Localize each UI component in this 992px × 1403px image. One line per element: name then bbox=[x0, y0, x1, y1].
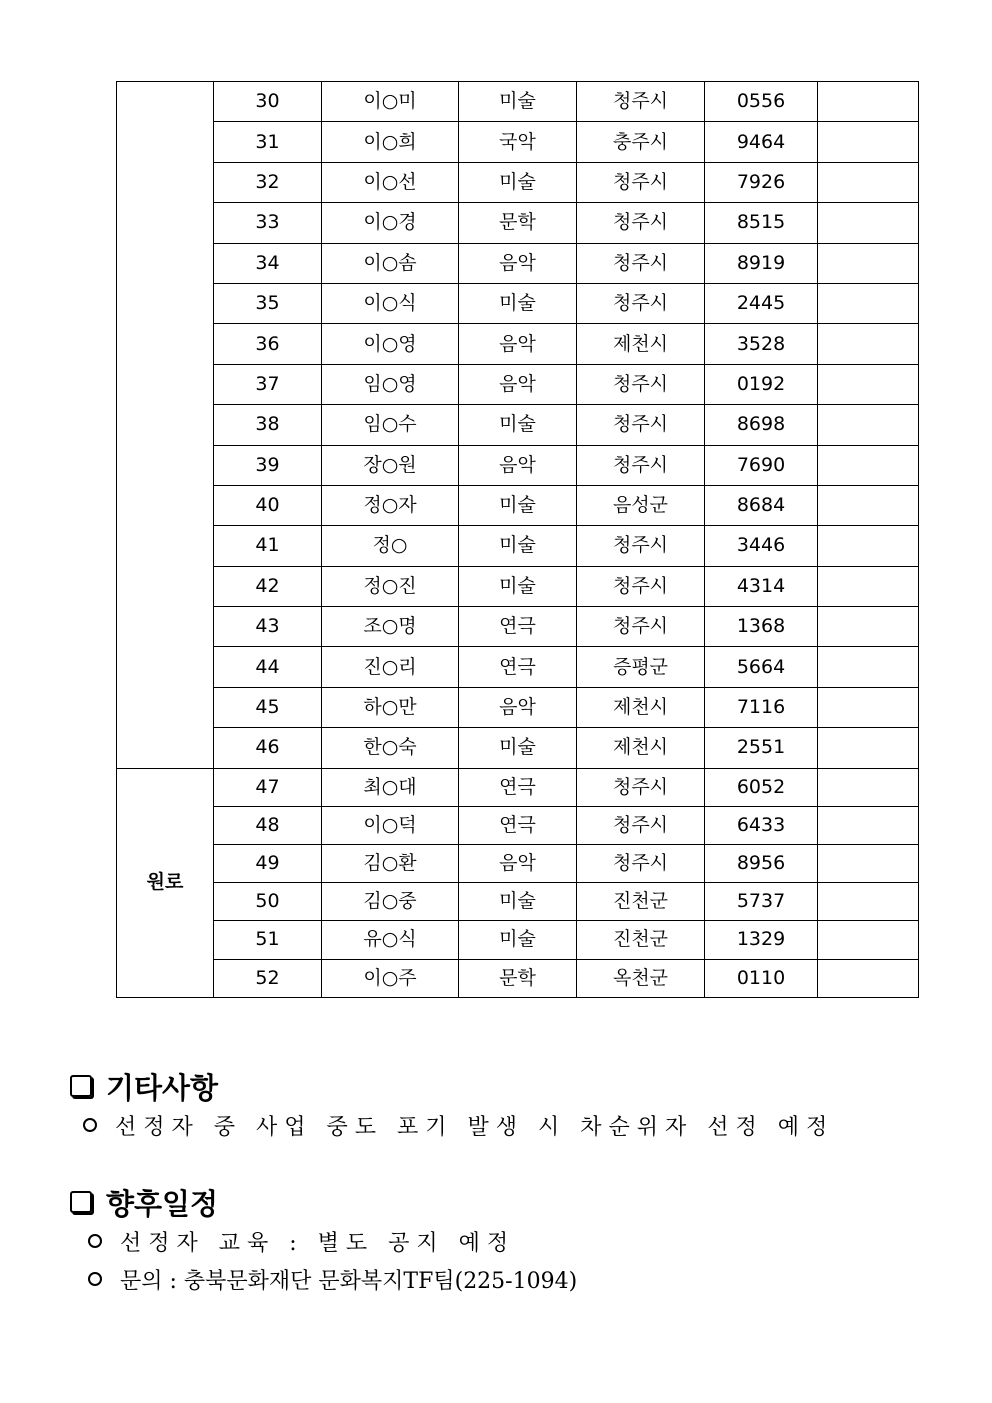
member-name-cell: 이○선 bbox=[322, 162, 459, 202]
id-code-cell: 6052 bbox=[705, 768, 818, 806]
row-number-cell: 48 bbox=[214, 806, 322, 844]
row-number-cell: 38 bbox=[214, 405, 322, 445]
art-field-cell: 미술 bbox=[459, 162, 577, 202]
selection-table bbox=[116, 81, 919, 998]
art-field-cell: 미술 bbox=[459, 405, 577, 445]
row-number-cell: 50 bbox=[214, 883, 322, 921]
art-field-cell: 미술 bbox=[459, 485, 577, 525]
id-code-cell: 8515 bbox=[705, 203, 818, 243]
checkbox-square-icon bbox=[70, 1191, 92, 1213]
id-code-cell: 7116 bbox=[705, 687, 818, 727]
table-row bbox=[117, 768, 919, 806]
schedule-item-text: 문의 : 충북문화재단 문화복지TF팀(225-1094) bbox=[120, 1268, 578, 1294]
id-code-cell: 0192 bbox=[705, 364, 818, 404]
note-cell bbox=[818, 82, 919, 122]
note-cell bbox=[818, 806, 919, 844]
region-cell: 제천시 bbox=[577, 728, 705, 768]
note-cell bbox=[818, 607, 919, 647]
member-name-cell: 이○영 bbox=[322, 324, 459, 364]
art-field-cell: 연극 bbox=[459, 607, 577, 647]
etc-item bbox=[83, 1106, 834, 1144]
art-field-cell: 미술 bbox=[459, 526, 577, 566]
region-cell: 청주시 bbox=[577, 445, 705, 485]
art-field-cell: 음악 bbox=[459, 845, 577, 883]
region-cell: 제천시 bbox=[577, 324, 705, 364]
id-code-cell: 4314 bbox=[705, 566, 818, 606]
table-row bbox=[117, 845, 919, 883]
region-cell: 진천군 bbox=[577, 921, 705, 959]
region-cell: 청주시 bbox=[577, 203, 705, 243]
art-field-cell: 연극 bbox=[459, 647, 577, 687]
member-name-cell: 정○ bbox=[322, 526, 459, 566]
art-field-cell: 국악 bbox=[459, 122, 577, 162]
table-row bbox=[117, 405, 919, 445]
row-number-cell: 46 bbox=[214, 728, 322, 768]
row-number-cell: 33 bbox=[214, 203, 322, 243]
row-number-cell: 42 bbox=[214, 566, 322, 606]
art-field-cell: 연극 bbox=[459, 768, 577, 806]
region-cell: 청주시 bbox=[577, 243, 705, 283]
table-row bbox=[117, 82, 919, 122]
region-cell: 청주시 bbox=[577, 806, 705, 844]
checkbox-square-icon bbox=[70, 1075, 92, 1097]
note-cell bbox=[818, 566, 919, 606]
note-cell bbox=[818, 845, 919, 883]
region-cell: 청주시 bbox=[577, 364, 705, 404]
note-cell bbox=[818, 526, 919, 566]
member-name-cell: 유○식 bbox=[322, 921, 459, 959]
art-field-cell: 미술 bbox=[459, 566, 577, 606]
id-code-cell: 7690 bbox=[705, 445, 818, 485]
row-number-cell: 30 bbox=[214, 82, 322, 122]
region-cell: 청주시 bbox=[577, 768, 705, 806]
note-cell bbox=[818, 728, 919, 768]
note-cell bbox=[818, 364, 919, 404]
note-cell bbox=[818, 959, 919, 997]
circle-bullet-icon bbox=[88, 1272, 102, 1286]
group-label bbox=[117, 82, 214, 769]
note-cell bbox=[818, 324, 919, 364]
member-name-cell: 이○식 bbox=[322, 283, 459, 323]
table-row bbox=[117, 566, 919, 606]
group-label: 원로 bbox=[117, 768, 214, 997]
table-body bbox=[117, 82, 919, 998]
schedule-section bbox=[70, 1182, 577, 1298]
note-cell bbox=[818, 405, 919, 445]
member-name-cell: 정○자 bbox=[322, 485, 459, 525]
etc-section bbox=[70, 1066, 834, 1144]
id-code-cell: 8684 bbox=[705, 485, 818, 525]
id-code-cell: 8956 bbox=[705, 845, 818, 883]
region-cell: 청주시 bbox=[577, 82, 705, 122]
row-number-cell: 41 bbox=[214, 526, 322, 566]
member-name-cell: 한○숙 bbox=[322, 728, 459, 768]
table-row bbox=[117, 203, 919, 243]
art-field-cell: 음악 bbox=[459, 364, 577, 404]
table-row bbox=[117, 647, 919, 687]
row-number-cell: 36 bbox=[214, 324, 322, 364]
member-name-cell: 이○희 bbox=[322, 122, 459, 162]
art-field-cell: 음악 bbox=[459, 324, 577, 364]
id-code-cell: 3528 bbox=[705, 324, 818, 364]
id-code-cell: 8919 bbox=[705, 243, 818, 283]
note-cell bbox=[818, 122, 919, 162]
art-field-cell: 문학 bbox=[459, 203, 577, 243]
id-code-cell: 8698 bbox=[705, 405, 818, 445]
member-name-cell: 김○환 bbox=[322, 845, 459, 883]
art-field-cell: 미술 bbox=[459, 82, 577, 122]
note-cell bbox=[818, 485, 919, 525]
table-row bbox=[117, 883, 919, 921]
id-code-cell: 9464 bbox=[705, 122, 818, 162]
note-cell bbox=[818, 283, 919, 323]
region-cell: 청주시 bbox=[577, 566, 705, 606]
region-cell: 청주시 bbox=[577, 283, 705, 323]
note-cell bbox=[818, 162, 919, 202]
art-field-cell: 문학 bbox=[459, 959, 577, 997]
art-field-cell: 미술 bbox=[459, 283, 577, 323]
table-row bbox=[117, 162, 919, 202]
region-cell: 청주시 bbox=[577, 162, 705, 202]
table-row bbox=[117, 364, 919, 404]
id-code-cell: 6433 bbox=[705, 806, 818, 844]
note-cell bbox=[818, 883, 919, 921]
member-name-cell: 조○명 bbox=[322, 607, 459, 647]
region-cell: 증평군 bbox=[577, 647, 705, 687]
member-name-cell: 이○경 bbox=[322, 203, 459, 243]
schedule-item bbox=[88, 1222, 577, 1260]
table-row bbox=[117, 243, 919, 283]
region-cell: 제천시 bbox=[577, 687, 705, 727]
table-row bbox=[117, 445, 919, 485]
member-name-cell: 정○진 bbox=[322, 566, 459, 606]
note-cell bbox=[818, 203, 919, 243]
id-code-cell: 2445 bbox=[705, 283, 818, 323]
row-number-cell: 43 bbox=[214, 607, 322, 647]
art-field-cell: 미술 bbox=[459, 921, 577, 959]
id-code-cell: 1368 bbox=[705, 607, 818, 647]
table-row bbox=[117, 485, 919, 525]
member-name-cell: 이○주 bbox=[322, 959, 459, 997]
id-code-cell: 2551 bbox=[705, 728, 818, 768]
art-field-cell: 음악 bbox=[459, 687, 577, 727]
etc-item-text: 선정자 중 사업 중도 포기 발생 시 차순위자 선정 예정 bbox=[115, 1114, 835, 1140]
note-cell bbox=[818, 687, 919, 727]
table-row bbox=[117, 607, 919, 647]
table-row bbox=[117, 526, 919, 566]
table-row bbox=[117, 728, 919, 768]
member-name-cell: 최○대 bbox=[322, 768, 459, 806]
id-code-cell: 5664 bbox=[705, 647, 818, 687]
member-name-cell: 하○만 bbox=[322, 687, 459, 727]
row-number-cell: 47 bbox=[214, 768, 322, 806]
etc-heading bbox=[70, 1066, 834, 1106]
row-number-cell: 49 bbox=[214, 845, 322, 883]
row-number-cell: 37 bbox=[214, 364, 322, 404]
id-code-cell: 7926 bbox=[705, 162, 818, 202]
region-cell: 청주시 bbox=[577, 526, 705, 566]
art-field-cell: 미술 bbox=[459, 728, 577, 768]
row-number-cell: 32 bbox=[214, 162, 322, 202]
region-cell: 청주시 bbox=[577, 405, 705, 445]
row-number-cell: 40 bbox=[214, 485, 322, 525]
schedule-item bbox=[88, 1260, 577, 1298]
art-field-cell: 음악 bbox=[459, 445, 577, 485]
id-code-cell: 0110 bbox=[705, 959, 818, 997]
table-row bbox=[117, 283, 919, 323]
schedule-title: 향후일정 bbox=[106, 1186, 219, 1221]
table-row bbox=[117, 959, 919, 997]
member-name-cell: 임○영 bbox=[322, 364, 459, 404]
note-cell bbox=[818, 921, 919, 959]
etc-title: 기타사항 bbox=[106, 1070, 219, 1105]
member-name-cell: 장○원 bbox=[322, 445, 459, 485]
note-cell bbox=[818, 647, 919, 687]
table-row bbox=[117, 122, 919, 162]
row-number-cell: 52 bbox=[214, 959, 322, 997]
art-field-cell: 음악 bbox=[459, 243, 577, 283]
row-number-cell: 51 bbox=[214, 921, 322, 959]
member-name-cell: 이○솜 bbox=[322, 243, 459, 283]
region-cell: 청주시 bbox=[577, 845, 705, 883]
circle-bullet-icon bbox=[88, 1234, 102, 1248]
region-cell: 옥천군 bbox=[577, 959, 705, 997]
region-cell: 음성군 bbox=[577, 485, 705, 525]
row-number-cell: 35 bbox=[214, 283, 322, 323]
note-cell bbox=[818, 445, 919, 485]
table-row bbox=[117, 921, 919, 959]
schedule-item-text: 선정자 교육 : 별도 공지 예정 bbox=[120, 1230, 516, 1256]
region-cell: 충주시 bbox=[577, 122, 705, 162]
note-cell bbox=[818, 243, 919, 283]
art-field-cell: 미술 bbox=[459, 883, 577, 921]
note-cell bbox=[818, 768, 919, 806]
table-row bbox=[117, 324, 919, 364]
member-name-cell: 김○중 bbox=[322, 883, 459, 921]
member-name-cell: 임○수 bbox=[322, 405, 459, 445]
table-row bbox=[117, 687, 919, 727]
id-code-cell: 1329 bbox=[705, 921, 818, 959]
member-name-cell: 이○덕 bbox=[322, 806, 459, 844]
row-number-cell: 39 bbox=[214, 445, 322, 485]
table-row bbox=[117, 806, 919, 844]
region-cell: 진천군 bbox=[577, 883, 705, 921]
member-name-cell: 진○리 bbox=[322, 647, 459, 687]
region-cell: 청주시 bbox=[577, 607, 705, 647]
id-code-cell: 3446 bbox=[705, 526, 818, 566]
art-field-cell: 연극 bbox=[459, 806, 577, 844]
circle-bullet-icon bbox=[83, 1118, 97, 1132]
member-name-cell: 이○미 bbox=[322, 82, 459, 122]
schedule-heading bbox=[70, 1182, 577, 1222]
id-code-cell: 5737 bbox=[705, 883, 818, 921]
row-number-cell: 44 bbox=[214, 647, 322, 687]
row-number-cell: 31 bbox=[214, 122, 322, 162]
row-number-cell: 45 bbox=[214, 687, 322, 727]
id-code-cell: 0556 bbox=[705, 82, 818, 122]
row-number-cell: 34 bbox=[214, 243, 322, 283]
